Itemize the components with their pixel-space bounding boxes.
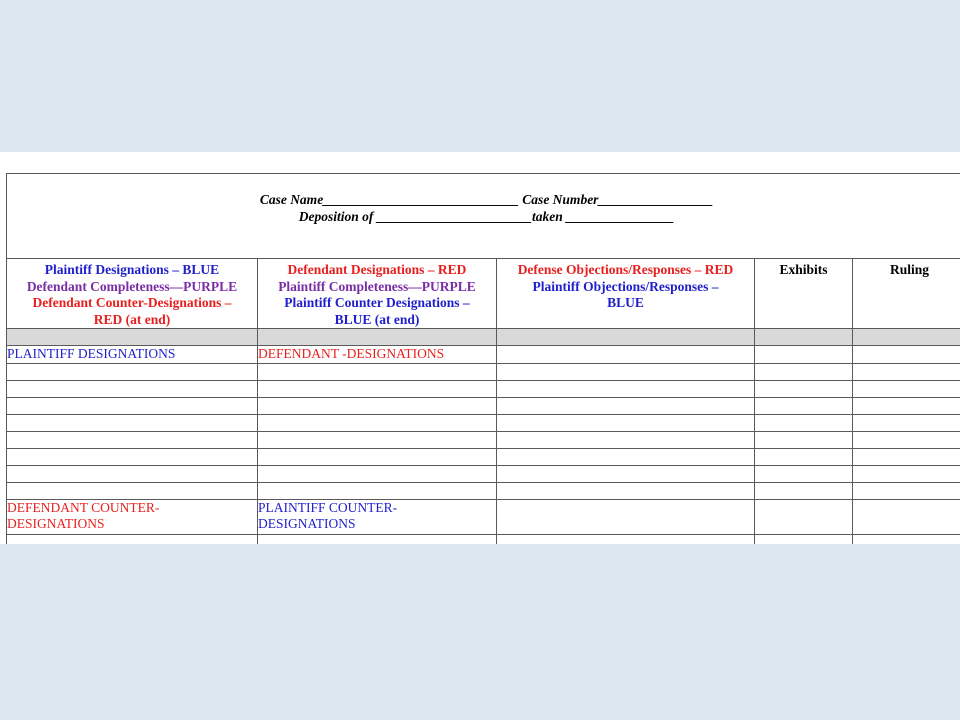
table-row: [7, 448, 960, 465]
table-cell[interactable]: [258, 431, 497, 448]
table-cell[interactable]: [853, 431, 960, 448]
header-ruling: [853, 259, 960, 329]
table-cell[interactable]: [258, 448, 497, 465]
header-plaintiff-designations: [7, 259, 258, 329]
table-cell[interactable]: [497, 465, 755, 482]
table-cell[interactable]: [497, 363, 755, 380]
table-cell[interactable]: [853, 380, 960, 397]
header-text: Plaintiff Counter Designations –: [284, 295, 470, 310]
table-cell[interactable]: [853, 465, 960, 482]
table-cell[interactable]: [497, 414, 755, 431]
table-row: [7, 397, 960, 414]
case-name-line: Case Name_____________________________ Case Number_________________: [259, 192, 714, 207]
header-objections: [497, 259, 755, 329]
table-cell: [258, 329, 497, 346]
table-cell[interactable]: [7, 431, 258, 448]
table-cell[interactable]: [853, 363, 960, 380]
deposition-designation-table: [6, 173, 960, 544]
table-cell[interactable]: [755, 499, 853, 534]
table-cell[interactable]: [7, 448, 258, 465]
table-cell: [7, 329, 258, 346]
header-text: Defense Objections/Responses – RED: [517, 262, 734, 277]
table-cell[interactable]: [7, 534, 258, 544]
header-text: RED (at end): [93, 311, 171, 327]
header-defendant-designations: [258, 259, 497, 329]
table-cell[interactable]: [7, 397, 258, 414]
table-cell[interactable]: [853, 534, 960, 544]
table-cell[interactable]: [755, 380, 853, 397]
table-cell[interactable]: [7, 414, 258, 431]
table-cell[interactable]: [755, 346, 853, 364]
deposition-line: Deposition of _______________________taken ________________: [298, 208, 675, 224]
table-cell[interactable]: [497, 346, 755, 364]
table-row: [7, 465, 960, 482]
plaintiff-designations-label: PLAINTIFF DESIGNATIONS: [7, 346, 258, 364]
table-row: [7, 414, 960, 431]
table-cell[interactable]: [497, 431, 755, 448]
header-text: Plaintiff Objections/Responses –: [532, 278, 719, 294]
table-cell[interactable]: [258, 380, 497, 397]
shaded-separator-row: [7, 329, 960, 346]
table-row: [7, 499, 960, 534]
table-cell[interactable]: [755, 534, 853, 544]
table-cell[interactable]: [853, 448, 960, 465]
table-row: [7, 380, 960, 397]
document-page: [0, 152, 960, 544]
header-text: Defendant Designations – RED: [287, 262, 467, 277]
defendant-designations-label: DEFENDANT -DESIGNATIONS: [258, 346, 497, 364]
header-exhibits: [755, 259, 853, 329]
table-row: [7, 346, 960, 364]
table-cell[interactable]: [258, 363, 497, 380]
defendant-counter-designations-label: [7, 499, 258, 534]
table-cell[interactable]: [755, 431, 853, 448]
table-cell[interactable]: [7, 363, 258, 380]
label-line: PLAINTIFF COUNTER-: [258, 499, 398, 515]
table-cell[interactable]: [755, 482, 853, 499]
table-cell[interactable]: [755, 465, 853, 482]
table-row: [7, 363, 960, 380]
header-text: Plaintiff Designations – BLUE: [44, 262, 220, 277]
label-line: DESIGNATIONS: [7, 516, 105, 531]
table-cell[interactable]: [497, 499, 755, 534]
header-text: Ruling: [889, 262, 930, 277]
table-cell[interactable]: [497, 482, 755, 499]
table-cell[interactable]: [497, 448, 755, 465]
table-cell[interactable]: [755, 448, 853, 465]
table-cell[interactable]: [853, 414, 960, 431]
case-title-cell: [7, 174, 960, 259]
table-cell[interactable]: [497, 397, 755, 414]
header-text: Defendant Counter-Designations –: [32, 295, 232, 310]
table-cell[interactable]: [258, 465, 497, 482]
table-cell[interactable]: [853, 397, 960, 414]
table-cell[interactable]: [853, 499, 960, 534]
table-cell[interactable]: [497, 380, 755, 397]
header-text: BLUE (at end): [334, 311, 420, 327]
table-row: [7, 534, 960, 544]
table-cell[interactable]: [258, 414, 497, 431]
table-cell[interactable]: [755, 363, 853, 380]
table-cell[interactable]: [7, 380, 258, 397]
header-text: Exhibits: [779, 262, 828, 277]
table-row: [7, 482, 960, 499]
table-cell[interactable]: [755, 397, 853, 414]
table-cell: [853, 329, 960, 346]
table-cell[interactable]: [7, 482, 258, 499]
table-row: [7, 431, 960, 448]
label-line: DEFENDANT COUNTER-: [7, 499, 160, 515]
table-cell[interactable]: [258, 397, 497, 414]
table-cell[interactable]: [853, 346, 960, 364]
header-text: Plaintiff Completeness—PURPLE: [278, 278, 476, 294]
header-text: BLUE: [607, 295, 644, 310]
table-cell: [755, 329, 853, 346]
table-cell[interactable]: [755, 414, 853, 431]
table-cell[interactable]: [497, 534, 755, 544]
table-cell[interactable]: [853, 482, 960, 499]
table-cell: [497, 329, 755, 346]
plaintiff-counter-designations-label: [258, 499, 497, 534]
table-cell[interactable]: [7, 465, 258, 482]
label-line: DESIGNATIONS: [258, 516, 356, 531]
header-text: Defendant Completeness—PURPLE: [26, 278, 238, 294]
table-cell[interactable]: [258, 482, 497, 499]
table-cell[interactable]: [258, 534, 497, 544]
